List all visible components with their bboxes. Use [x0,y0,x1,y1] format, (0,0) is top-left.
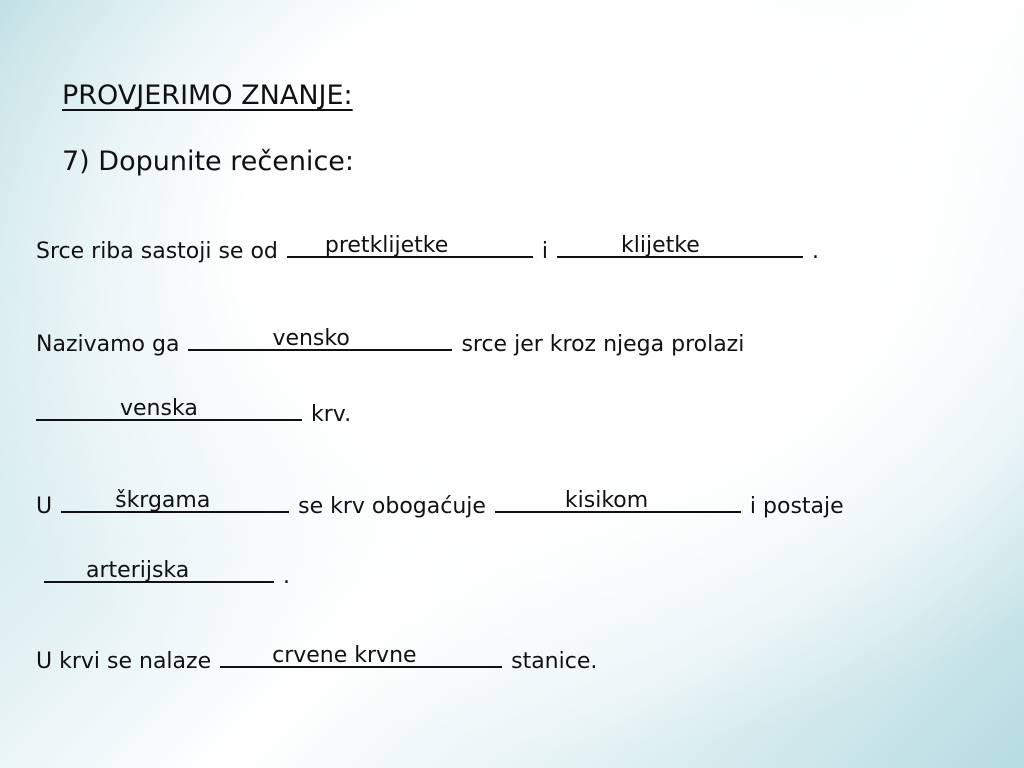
blank-field [44,559,274,583]
blank-answer: škrgama [115,488,211,513]
sentence-text: . [283,564,290,589]
blank-answer: venska [120,396,198,421]
blank-answer: vensko [272,326,350,351]
sentence-text: se krv obogaćuje [298,494,486,519]
sentence-3 [36,397,351,426]
sentence-6 [36,644,597,673]
blank-answer: kisikom [564,488,649,513]
blank-field [220,644,502,668]
sentence-text: stanice. [511,649,598,674]
blank-answer: arterijska [86,558,190,583]
sentence-2 [36,327,744,356]
blank-field [188,327,452,351]
blank-field [495,489,741,513]
blank-field [36,397,302,421]
sentence-text: U [36,494,53,519]
blank-answer: pretklijetke [324,233,449,258]
sentence-text: Nazivamo ga [36,332,180,357]
blank-field [557,234,803,258]
sentence-text: . [812,239,819,264]
sentence-text: Srce riba sastoji se od [36,239,278,264]
sentence-text: i [541,239,548,264]
blank-answer: crvene krvne [272,643,417,668]
slide-title: PROVJERIMO ZNANJE: [62,80,353,111]
blank-field [61,489,289,513]
sentence-text: krv. [311,402,352,427]
sentence-text: i postaje [749,494,844,519]
sentence-1 [36,234,819,263]
task-instruction: 7) Dopunite rečenice: [62,146,354,177]
sentence-4 [36,489,844,518]
sentence-5 [44,559,290,588]
sentence-text: srce jer kroz njega prolazi [461,332,745,357]
blank-field [287,234,533,258]
sentence-text: U krvi se nalaze [36,649,212,674]
blank-answer: klijetke [621,233,700,258]
